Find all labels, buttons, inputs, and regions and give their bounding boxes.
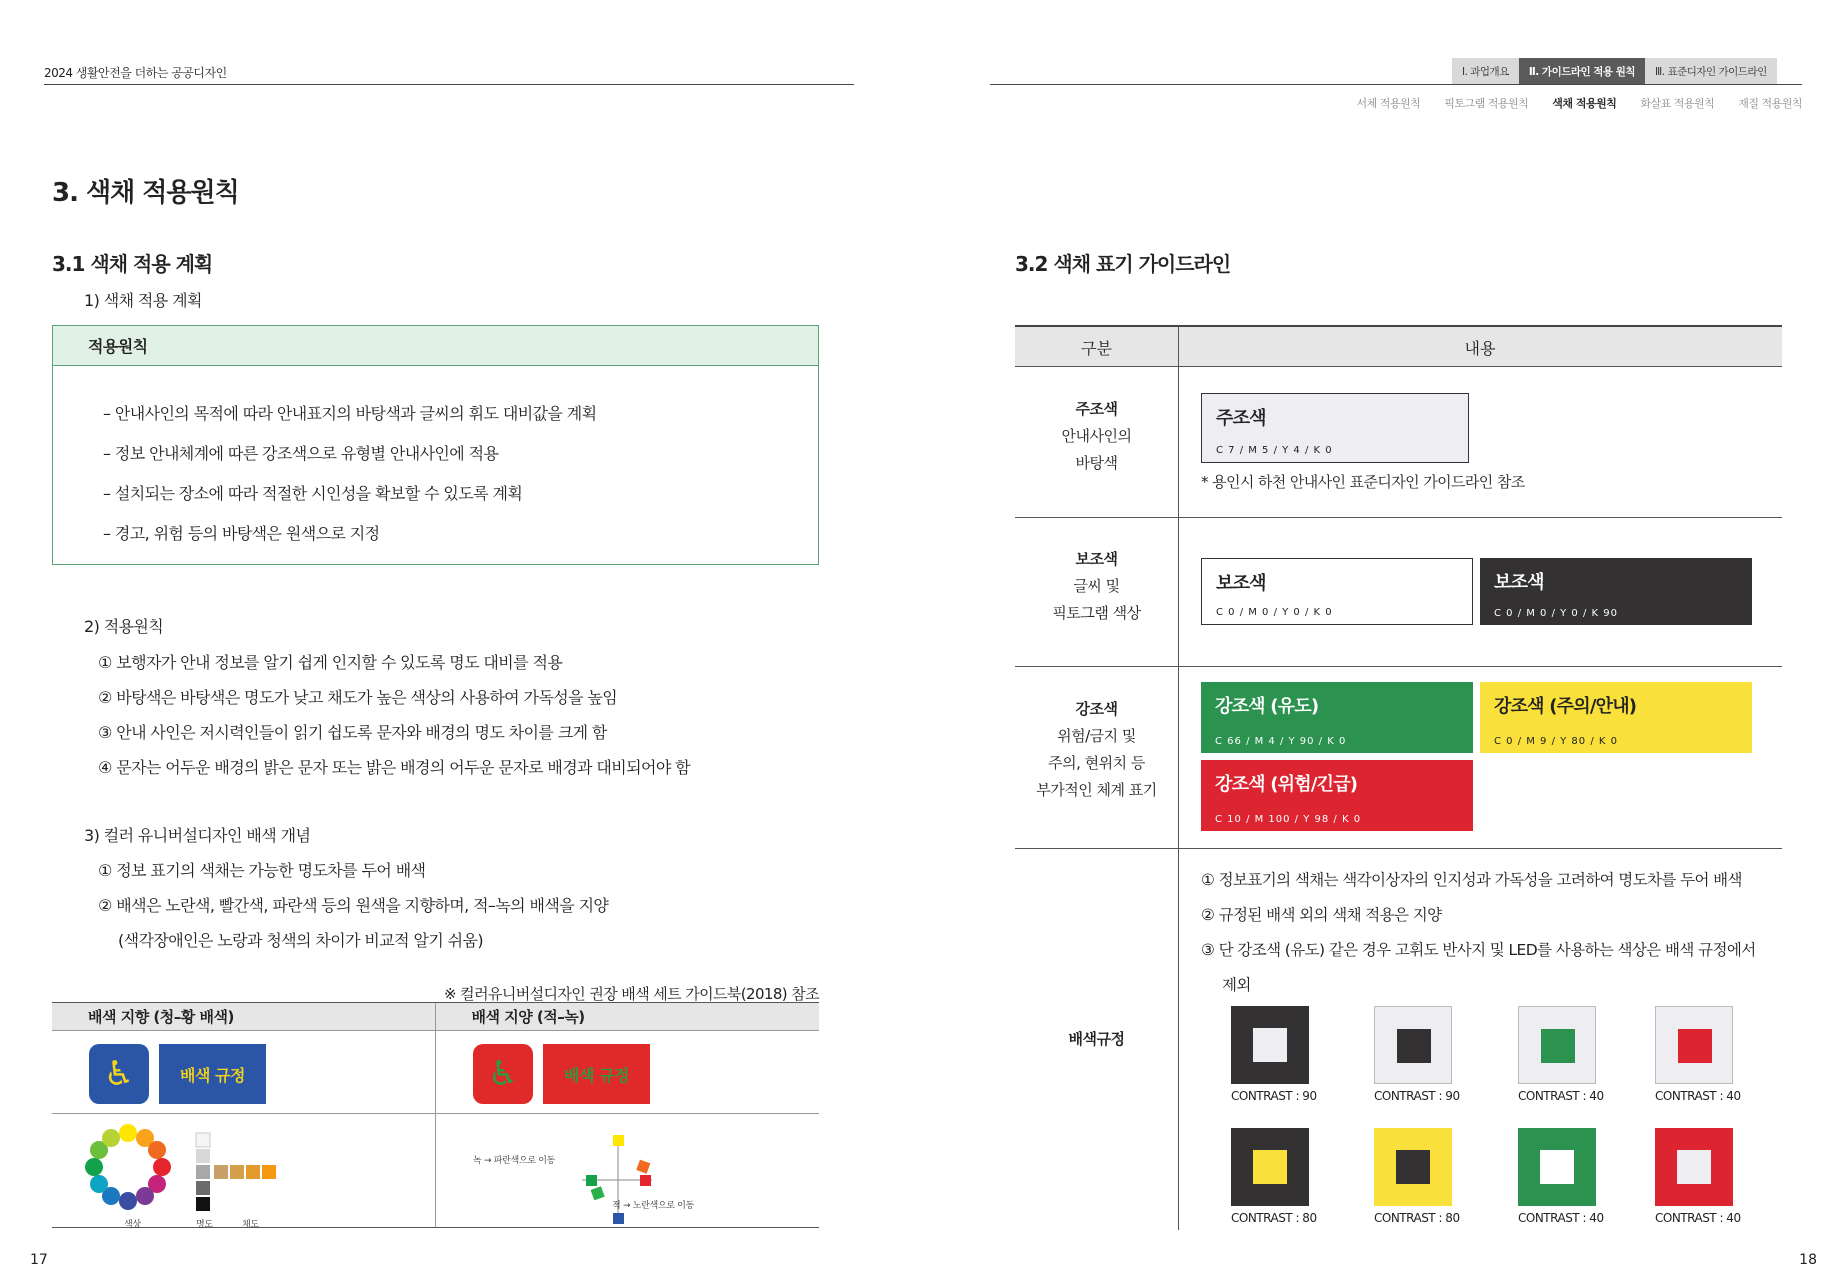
contrast-sample: [1655, 1128, 1733, 1206]
tab-overview[interactable]: Ⅰ. 과업개요: [1452, 58, 1519, 84]
contrast-label: CONTRAST : 40: [1655, 1089, 1741, 1103]
arrow-label-red: 적 → 노란색으로 이동: [612, 1201, 695, 1211]
color-scheme-table: [52, 1002, 819, 1228]
section-title: 3. 색채 적용원칙: [52, 178, 239, 208]
avoided-sign-sample: [473, 1044, 650, 1104]
subnav-font[interactable]: 서체 적용원칙: [1356, 97, 1421, 110]
row-divider: [1015, 666, 1782, 667]
primary-color-swatch: 주조색 C 7 / M 5 / Y 4 / K 0: [1201, 393, 1469, 463]
rule-line: ② 규정된 배색 외의 색채 적용은 지양: [1201, 906, 1442, 924]
header-divider-right: [990, 84, 1802, 85]
table-head-avoided: 배색 지양 (적–녹): [471, 1008, 585, 1026]
contrast-label: CONTRAST : 80: [1231, 1211, 1317, 1225]
category-accent: 강조색 위험/금지 및 주의, 현위치 등 부가적인 체계 표기: [1036, 700, 1157, 799]
chart-label-chroma: 채도: [242, 1220, 259, 1230]
principles-box-heading: 적용원칙: [53, 326, 818, 366]
header-col-content: 내용: [1464, 338, 1496, 358]
accent-color-swatch-danger: 강조색 (위험/긴급) C 10 / M 100 / Y 98 / K 0: [1201, 760, 1473, 831]
principle-item: – 설치되는 장소에 따라 적절한 시인성을 확보할 수 있도록 계획: [103, 484, 523, 503]
preferred-sign-sample: [89, 1044, 266, 1104]
principle-line: ② 바탕색은 바탕색은 명도가 낮고 채도가 높은 색상의 사용하여 가독성을 높임: [98, 688, 618, 707]
principle-item: – 경고, 위험 등의 바탕색은 원색으로 지정: [103, 524, 380, 543]
subnav-arrow[interactable]: 화살표 적용원칙: [1640, 97, 1715, 110]
color-wheel-chart: [84, 1121, 304, 1225]
principles-box: [52, 325, 819, 565]
arrow-label-green: 녹 → 파란색으로 이동: [473, 1156, 556, 1166]
contrast-sample: [1518, 1006, 1596, 1084]
universal-line: (색각장애인은 노랑과 청색의 차이가 비교적 알기 쉬움): [118, 931, 484, 950]
contrast-label: CONTRAST : 40: [1655, 1211, 1741, 1225]
chapter-tabs: [1452, 58, 1777, 84]
chart-label-value: 명도: [196, 1220, 213, 1230]
category-primary: 주조색 안내사인의 바탕색: [1061, 400, 1132, 472]
category-contrast-rule: 배색규정: [1068, 1030, 1125, 1048]
contrast-label: CONTRAST : 40: [1518, 1089, 1604, 1103]
contrast-sample: [1231, 1006, 1309, 1084]
subsection-title-color-guideline: 3.2 색채 표기 가이드라인: [1015, 252, 1231, 276]
universal-line: ① 정보 표기의 색채는 가능한 명도차를 두어 배색: [98, 861, 426, 880]
page-number-right: 18: [1799, 1252, 1817, 1268]
subsection-title-color-plan: 3.1 색채 적용 계획: [52, 252, 213, 276]
document-title: 2024 생활안전을 더하는 공공디자인: [44, 66, 227, 80]
page-number-left: 17: [30, 1252, 48, 1268]
reference-note: ※ 컬러유니버설디자인 권장 배색 세트 가이드북(2018) 참조: [444, 985, 819, 1003]
chart-label-hue: 색상: [124, 1220, 141, 1230]
principle-line: ④ 문자는 어두운 배경의 밝은 문자 또는 밝은 배경의 어두운 문자로 배경과 대비되어야 함: [98, 758, 691, 777]
subnav-pictogram[interactable]: 픽토그램 적용원칙: [1444, 97, 1529, 110]
contrast-label: CONTRAST : 40: [1518, 1211, 1604, 1225]
secondary-color-swatch-dark: 보조색 C 0 / M 0 / Y 0 / K 90: [1480, 558, 1752, 625]
table-head-preferred: 배색 지향 (청–황 배색): [88, 1008, 234, 1026]
contrast-sample: [1231, 1128, 1309, 1206]
rule-line: 제외: [1222, 976, 1251, 994]
section-subnav: [1356, 95, 1802, 111]
rule-line: ③ 단 강조색 (유도) 같은 경우 고휘도 반사지 및 LED를 사용하는 색상은 배색 규정에서: [1201, 941, 1756, 959]
contrast-label: CONTRAST : 80: [1374, 1211, 1460, 1225]
avoided-sign-label: 배색 규정: [543, 1044, 650, 1104]
principle-line: ① 보행자가 안내 정보를 알기 쉽게 인지할 수 있도록 명도 대비를 적용: [98, 653, 563, 672]
preferred-sign-label: 배색 규정: [159, 1044, 266, 1104]
tab-standard-guideline[interactable]: Ⅲ. 표준디자인 가이드라인: [1645, 58, 1777, 84]
principle-line: ③ 안내 사인은 저시력인들이 읽기 쉽도록 문자와 배경의 명도 차이를 크게 함: [98, 723, 607, 742]
accent-color-swatch-guide: 강조색 (유도) C 66 / M 4 / Y 90 / K 0: [1201, 682, 1473, 753]
universal-line: ② 배색은 노란색, 빨간색, 파란색 등의 원색을 지향하며, 적–녹의 배색을 지양: [98, 896, 609, 915]
category-secondary: 보조색 글씨 및 픽토그램 색상: [1052, 550, 1141, 622]
contrast-sample: [1518, 1128, 1596, 1206]
table-column-divider: [1178, 325, 1179, 1230]
contrast-sample: [1374, 1128, 1452, 1206]
sub-heading-principles: 2) 적용원칙: [84, 617, 164, 636]
accent-color-swatch-caution: 강조색 (주의/안내) C 0 / M 9 / Y 80 / K 0: [1480, 682, 1752, 753]
row-divider: [1015, 848, 1782, 849]
guideline-table-header: [1015, 325, 1782, 367]
sub-heading-universal: 3) 컬러 유니버설디자인 배색 개념: [84, 826, 311, 845]
contrast-label: CONTRAST : 90: [1374, 1089, 1460, 1103]
principle-item: – 안내사인의 목적에 따라 안내표지의 바탕색과 글씨의 휘도 대비값을 계획: [103, 404, 597, 423]
contrast-label: CONTRAST : 90: [1231, 1089, 1317, 1103]
header-col-category: 구분: [1081, 338, 1112, 358]
color-shift-diagram: [512, 1135, 712, 1225]
contrast-sample: [1655, 1006, 1733, 1084]
row-divider: [1015, 517, 1782, 518]
principle-item: – 정보 안내체계에 따른 강조색으로 유형별 안내사인에 적용: [103, 444, 499, 463]
tab-principles[interactable]: Ⅱ. 가이드라인 적용 원칙: [1519, 58, 1645, 84]
wheelchair-icon: ♿: [89, 1044, 149, 1104]
secondary-color-swatch-white: 보조색 C 0 / M 0 / Y 0 / K 0: [1201, 558, 1473, 625]
subnav-color[interactable]: 색채 적용원칙: [1552, 97, 1617, 110]
rule-line: ① 정보표기의 색채는 색각이상자의 인지성과 가독성을 고려하여 명도차를 두어 배색: [1201, 871, 1742, 889]
contrast-sample: [1374, 1006, 1452, 1084]
subnav-material[interactable]: 재질 적용원칙: [1738, 97, 1802, 110]
wheelchair-icon: ♿: [473, 1044, 533, 1104]
primary-color-note: * 용인시 하천 안내사인 표준디자인 가이드라인 참조: [1201, 473, 1525, 491]
sub-heading-plan: 1) 색채 적용 계획: [84, 291, 202, 310]
header-divider-left: [44, 84, 854, 85]
